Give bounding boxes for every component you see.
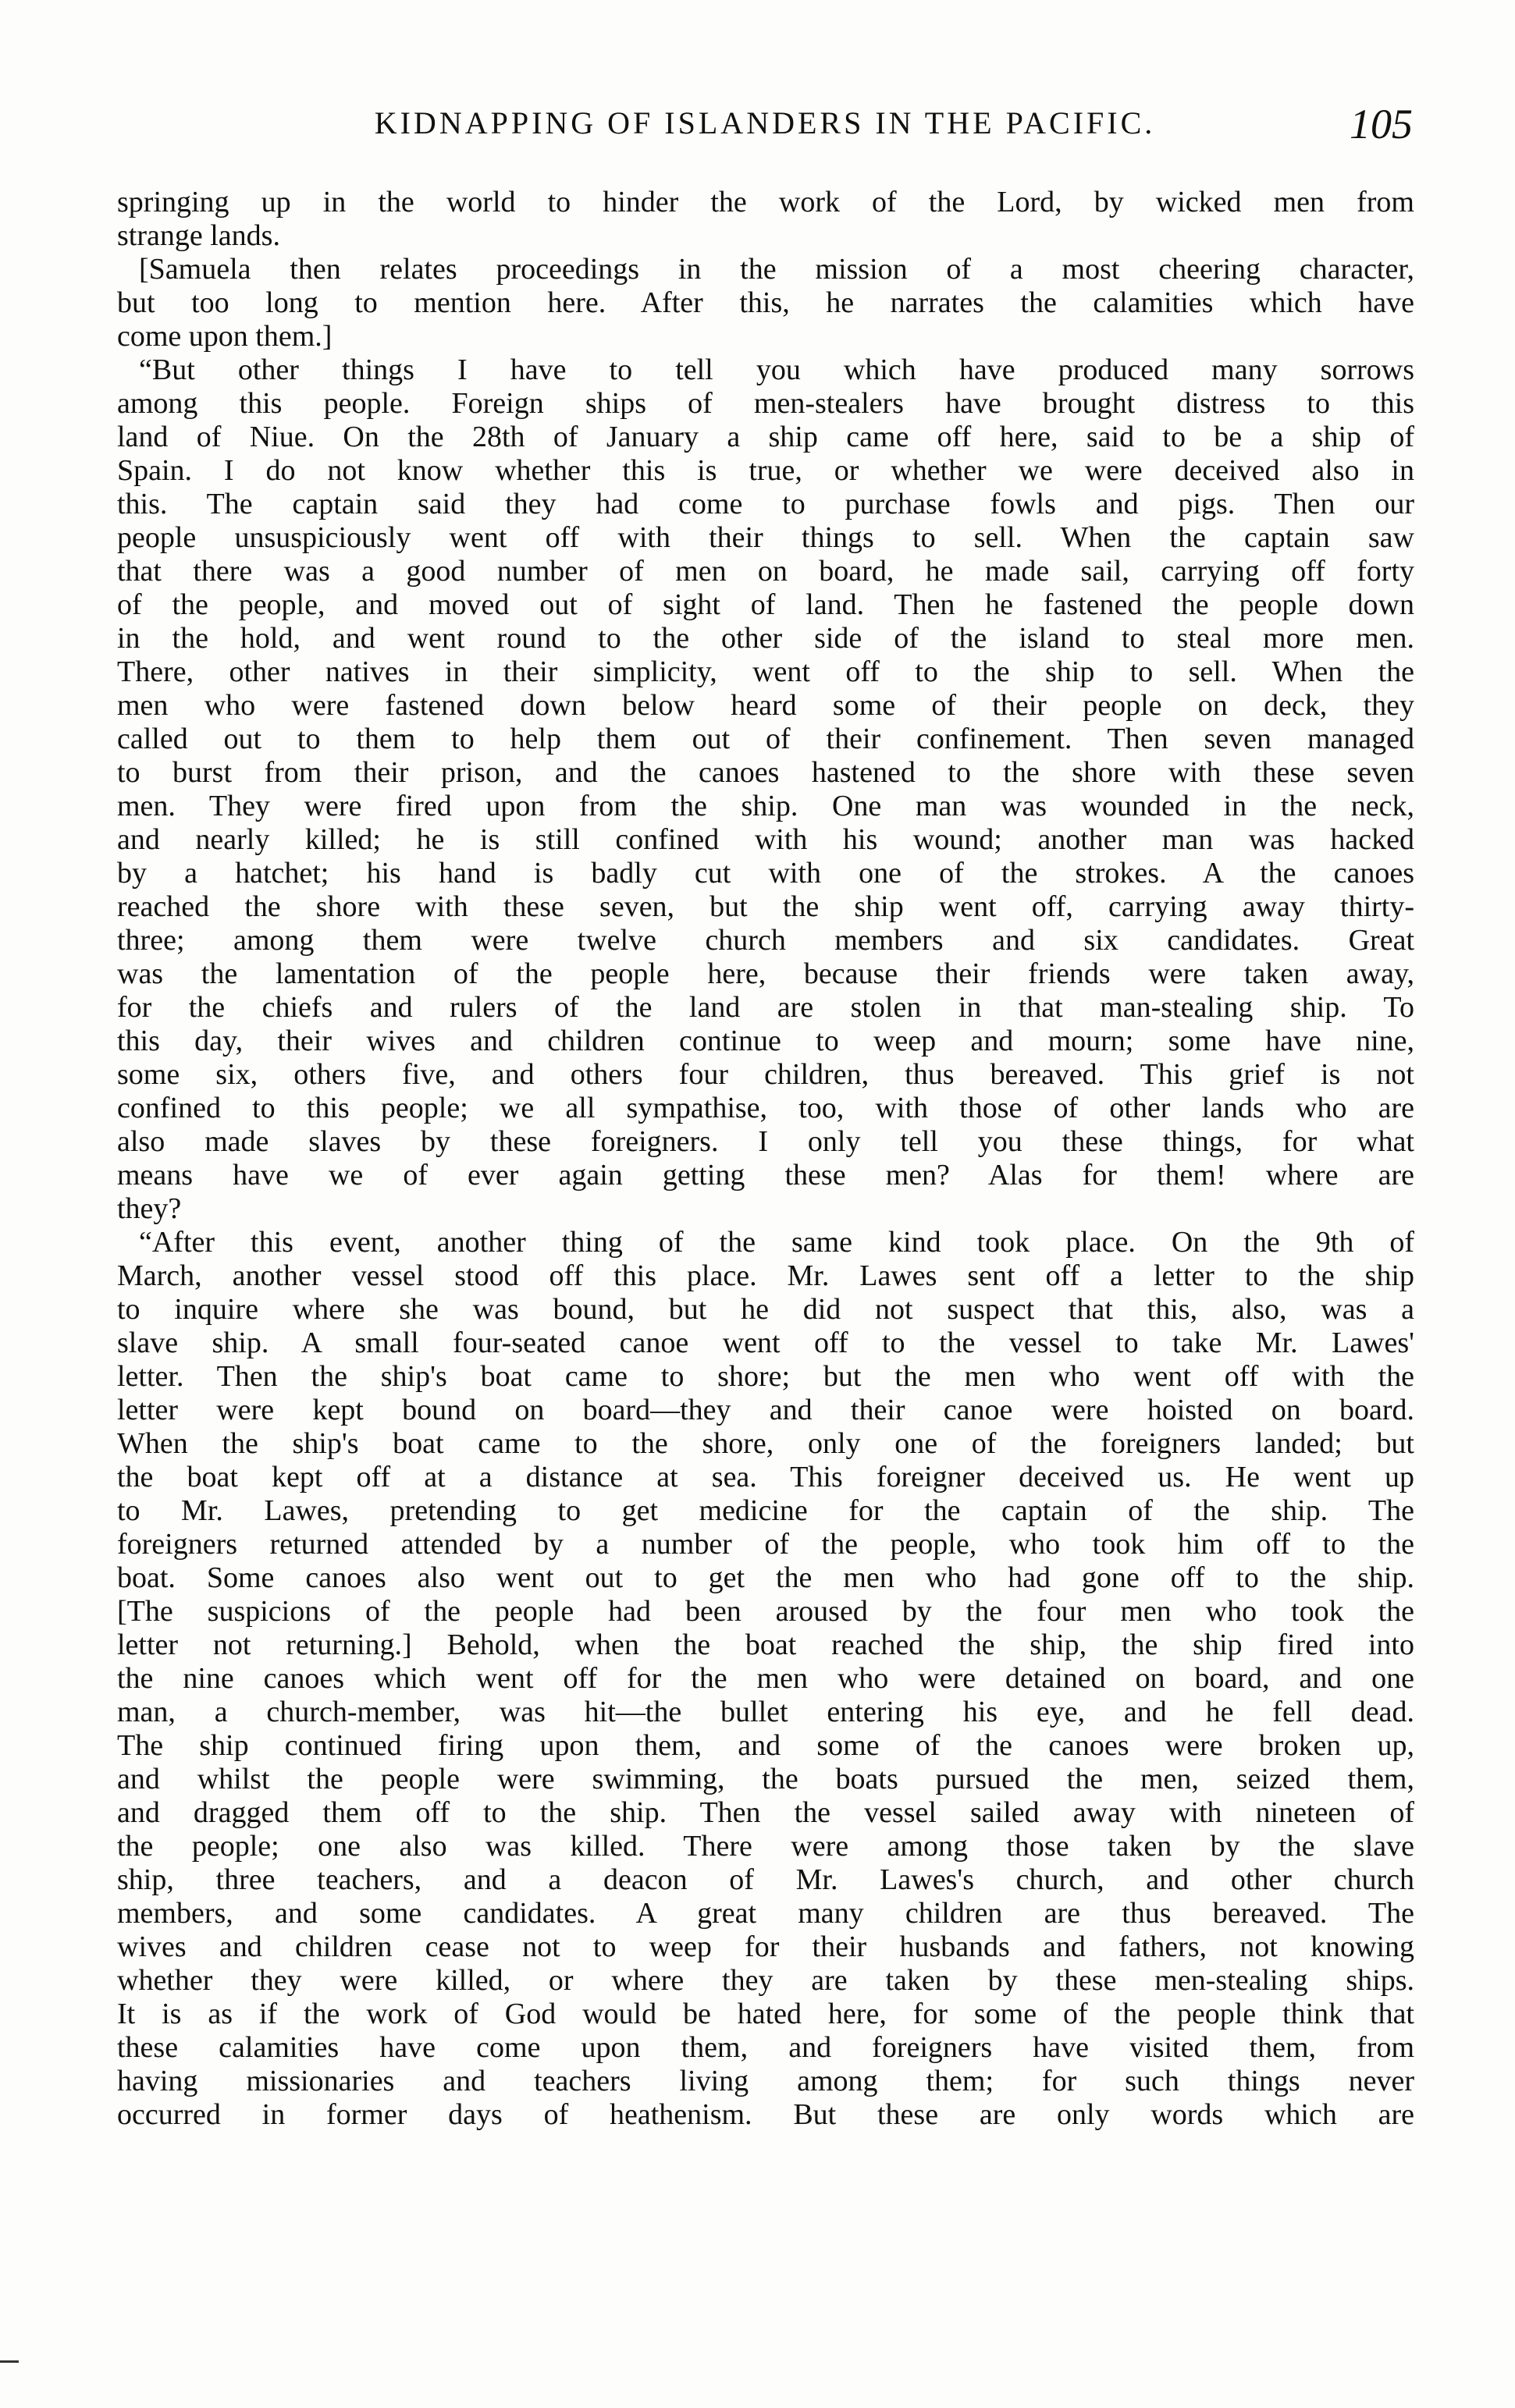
text-line: men. They were fired upon from the ship. One man was wounded in the neck, bbox=[117, 790, 1414, 822]
text-line: the nine canoes which went off for the men who were detained on board, and one bbox=[117, 1662, 1414, 1695]
running-head bbox=[117, 100, 1413, 154]
text-line: letter. Then the ship's boat came to shore; but the men who went off with the bbox=[117, 1360, 1414, 1393]
text-line: reached the shore with these seven, but the ship went off, carrying away thirty- bbox=[117, 890, 1414, 923]
text-line: slave ship. A small four-seated canoe went off to the vessel to take Mr. Lawes' bbox=[117, 1327, 1414, 1359]
page-number: 105 bbox=[1350, 101, 1413, 147]
text-line: this. The captain said they had come to purchase fowls and pigs. Then our bbox=[117, 488, 1414, 520]
text-line: “But other things I have to tell you which have produced many sorrows bbox=[139, 353, 1414, 386]
text-line: men who were fastened down below heard some of their people on deck, they bbox=[117, 689, 1414, 722]
text-line: and dragged them off to the ship. Then the vessel sailed away with nineteen of bbox=[117, 1796, 1414, 1829]
text-line: this day, their wives and children continue to weep and mourn; some have nine, bbox=[117, 1025, 1414, 1057]
text-line: to Mr. Lawes, pretending to get medicine for the captain of the ship. The bbox=[117, 1494, 1414, 1527]
text-line: strange lands. bbox=[117, 219, 280, 252]
text-line: It is as if the work of God would be hated here, for some of the people think that bbox=[117, 1998, 1414, 2030]
text-line: also made slaves by these foreigners. I only tell you these things, for what bbox=[117, 1125, 1414, 1158]
text-line: these calamities have come upon them, and foreigners have visited them, from bbox=[117, 2031, 1414, 2064]
text-line: man, a church-member, was hit—the bullet entering his eye, and he fell dead. bbox=[117, 1696, 1414, 1728]
text-line: foreigners returned attended by a number of the people, who took him off to the bbox=[117, 1528, 1414, 1561]
text-line: the boat kept off at a distance at sea. This foreigner deceived us. He went up bbox=[117, 1461, 1414, 1493]
body-text bbox=[117, 186, 1414, 2132]
text-line: March, another vessel stood off this place. Mr. Lawes sent off a letter to the ship bbox=[117, 1259, 1414, 1292]
text-line: among this people. Foreign ships of men-stealers have brought distress to this bbox=[117, 387, 1414, 420]
text-line: the people; one also was killed. There were among those taken by the slave bbox=[117, 1830, 1414, 1863]
text-line: boat. Some canoes also went out to get the men who had gone off to the ship. bbox=[117, 1561, 1414, 1594]
text-line: springing up in the world to hinder the work of the Lord, by wicked men from bbox=[117, 186, 1414, 218]
text-line: come upon them.] bbox=[117, 320, 333, 353]
text-line: by a hatchet; his hand is badly cut with one of the strokes. A the canoes bbox=[117, 857, 1414, 890]
text-line: some six, others five, and others four children, thus bereaved. This grief is not bbox=[117, 1058, 1414, 1091]
text-line: whether they were killed, or where they are taken by these men-stealing ships. bbox=[117, 1964, 1414, 1997]
text-line: confined to this people; we all sympathise, too, with those of other lands who are bbox=[117, 1092, 1414, 1124]
text-line: ship, three teachers, and a deacon of Mr. Lawes's church, and other church bbox=[117, 1863, 1414, 1896]
text-line: to inquire where she was bound, but he did not suspect that this, also, was a bbox=[117, 1293, 1414, 1326]
text-line: but too long to mention here. After this, he narrates the calamities which have bbox=[117, 286, 1414, 319]
text-line: land of Niue. On the 28th of January a ship came off here, said to be a ship of bbox=[117, 421, 1414, 453]
text-line: having missionaries and teachers living among them; for such things never bbox=[117, 2065, 1414, 2097]
text-line: that there was a good number of men on board, he made sail, carrying off forty bbox=[117, 555, 1414, 588]
text-line: three; among them were twelve church members and six candidates. Great bbox=[117, 924, 1414, 957]
text-line: for the chiefs and rulers of the land are stolen in that man-stealing ship. To bbox=[117, 991, 1414, 1024]
running-title: KIDNAPPING OF ISLANDERS IN THE PACIFIC. bbox=[374, 105, 1156, 140]
text-line: of the people, and moved out of sight of land. Then he fastened the people down bbox=[117, 588, 1414, 621]
text-line: and nearly killed; he is still confined with his wound; another man was hacked bbox=[117, 823, 1414, 856]
text-line: wives and children cease not to weep for their husbands and fathers, not knowing bbox=[117, 1930, 1414, 1963]
text-line: letter were kept bound on board—they and their canoe were hoisted on board. bbox=[117, 1394, 1414, 1426]
text-line: to burst from their prison, and the canoes hastened to the shore with these seven bbox=[117, 756, 1414, 789]
text-line: called out to them to help them out of their confinement. Then seven managed bbox=[117, 723, 1414, 755]
text-line: There, other natives in their simplicity, went off to the ship to sell. When the bbox=[117, 655, 1414, 688]
page-edge-mark bbox=[0, 2360, 19, 2363]
text-line: [Samuela then relates proceedings in the mission of a most cheering character, bbox=[139, 253, 1414, 286]
text-line: Spain. I do not know whether this is true, or whether we were deceived also in bbox=[117, 454, 1414, 487]
text-line: [The suspicions of the people had been aroused by the four men who took the bbox=[117, 1595, 1414, 1628]
text-line: occurred in former days of heathenism. But these are only words which are bbox=[117, 2098, 1414, 2131]
text-line: When the ship's boat came to the shore, only one of the foreigners landed; but bbox=[117, 1427, 1414, 1460]
text-line: members, and some candidates. A great many children are thus bereaved. The bbox=[117, 1897, 1414, 1930]
text-line: The ship continued firing upon them, and some of the canoes were broken up, bbox=[117, 1729, 1414, 1762]
text-line: and whilst the people were swimming, the boats pursued the men, seized them, bbox=[117, 1763, 1414, 1795]
text-line: they? bbox=[117, 1192, 182, 1225]
text-line: means have we of ever again getting these men? Alas for them! where are bbox=[117, 1159, 1414, 1192]
text-line: was the lamentation of the people here, because their friends were taken away, bbox=[117, 957, 1414, 990]
text-line: in the hold, and went round to the other side of the island to steal more men. bbox=[117, 622, 1414, 655]
text-line: people unsuspiciously went off with their things to sell. When the captain saw bbox=[117, 521, 1414, 554]
text-line: letter not returning.] Behold, when the boat reached the ship, the ship fired into bbox=[117, 1628, 1414, 1661]
text-line: “After this event, another thing of the same kind took place. On the 9th of bbox=[139, 1226, 1414, 1259]
